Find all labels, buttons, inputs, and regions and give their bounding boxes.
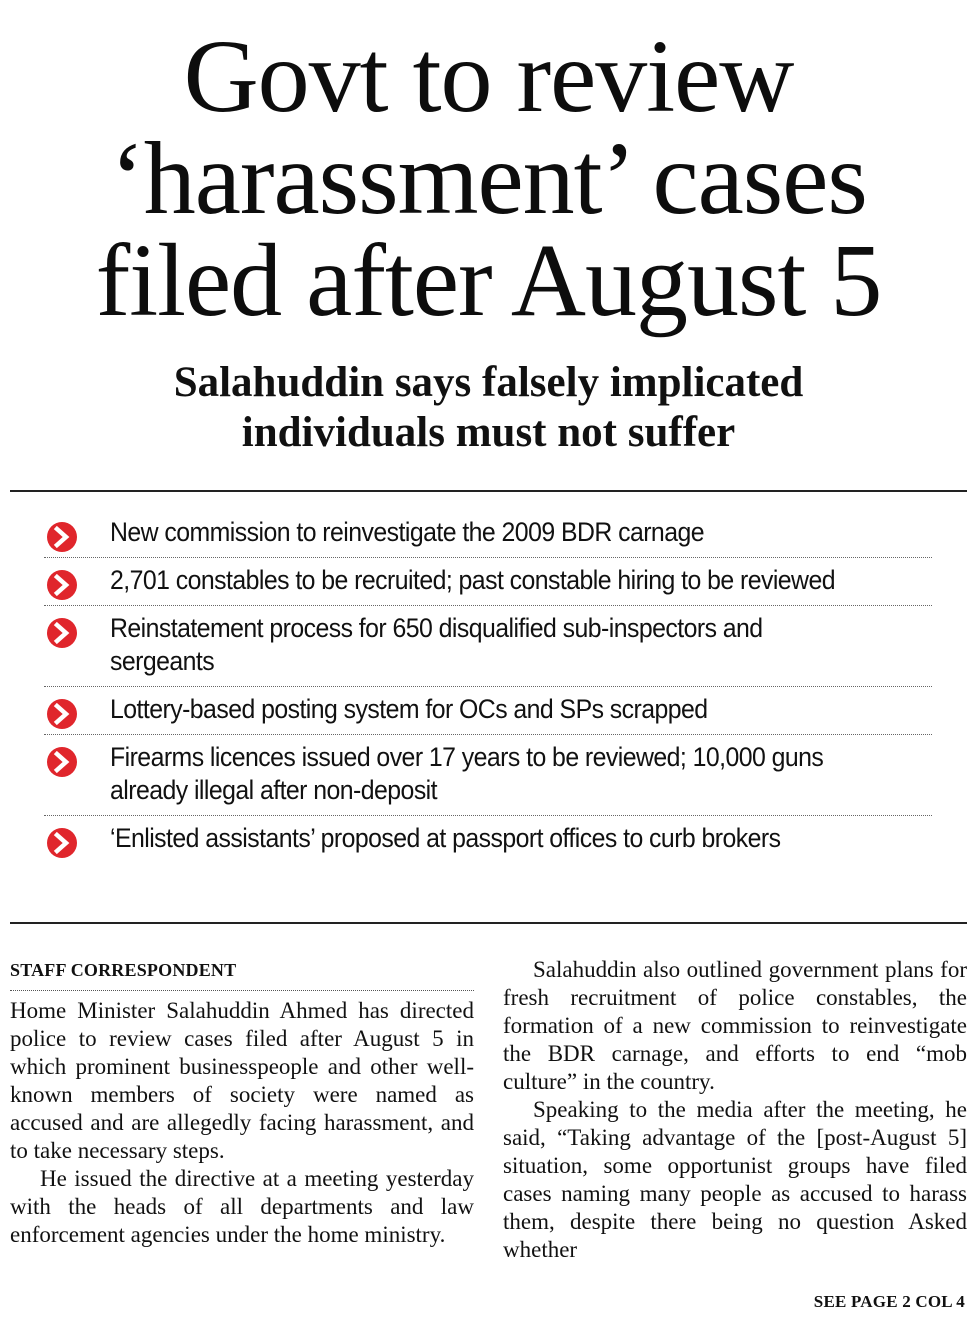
article-column-2 (503, 956, 967, 1264)
headline-line-3: filed after August 5 (95, 223, 882, 338)
bottom-divider (10, 922, 967, 924)
byline: STAFF CORRESPONDENT (10, 956, 474, 991)
arrow-right-icon (47, 828, 77, 858)
arrow-right-icon (47, 570, 77, 600)
arrow-right-icon (47, 618, 77, 648)
headline-line-1: Govt to review (183, 19, 794, 134)
article-column-1 (10, 956, 474, 1249)
article-paragraph: Speaking to the media after the meeting, he said, “Taking advantage of the [post-August 5] situation, some opportunist groups have filed cases naming many people as accused to harass them, despite there being no question Asked whether (503, 1097, 967, 1262)
highlights-list (44, 510, 932, 863)
highlight-text: ‘Enlisted assistants’ proposed at passport offices to curb brokers (110, 823, 781, 853)
article-paragraph: He issued the directive at a meeting yesterday with the heads of all departments and law enforcement agencies under the home ministry. (10, 1166, 474, 1247)
highlight-item (44, 735, 932, 816)
arrow-right-icon (47, 699, 77, 729)
top-divider (10, 490, 967, 492)
highlight-item (44, 606, 932, 687)
continued-jump-line: SEE PAGE 2 COL 4 (813, 1292, 965, 1311)
headline (0, 19, 977, 338)
subheadline (0, 358, 977, 458)
subheadline-line-2: individuals must not suffer (241, 409, 736, 456)
article-paragraph: Home Minister Salahuddin Ahmed has directed police to review cases filed after August 5 in which prominent businesspeople and other well-known members of society were named as accused and are allegedly facing harassment, and to take necessary steps. (10, 998, 474, 1163)
highlight-text: Firearms licences issued over 17 years to be reviewed; 10,000 guns already illegal after non-deposit (110, 742, 824, 805)
highlight-text: Reinstatement process for 650 disqualified sub-inspectors and sergeants (110, 613, 763, 676)
highlight-item (44, 687, 932, 735)
headline-line-2: ‘harassment’ cases (110, 121, 867, 236)
highlight-text: 2,701 constables to be recruited; past constable hiring to be reviewed (110, 565, 835, 595)
article-paragraph: Salahuddin also outlined government plans for fresh recruitment of police constables, the formation of a new commission to reinvestigate the BDR carnage, and efforts to end “mob culture” in the country. (503, 957, 967, 1094)
highlight-text: Lottery-based posting system for OCs and SPs scrapped (110, 694, 708, 724)
highlight-text: New commission to reinvestigate the 2009 BDR carnage (110, 517, 704, 547)
arrow-right-icon (47, 522, 77, 552)
highlight-item (44, 510, 932, 558)
highlight-item (44, 558, 932, 606)
subheadline-line-1: Salahuddin says falsely implicated (173, 359, 804, 406)
arrow-right-icon (47, 747, 77, 777)
highlight-item (44, 816, 932, 863)
